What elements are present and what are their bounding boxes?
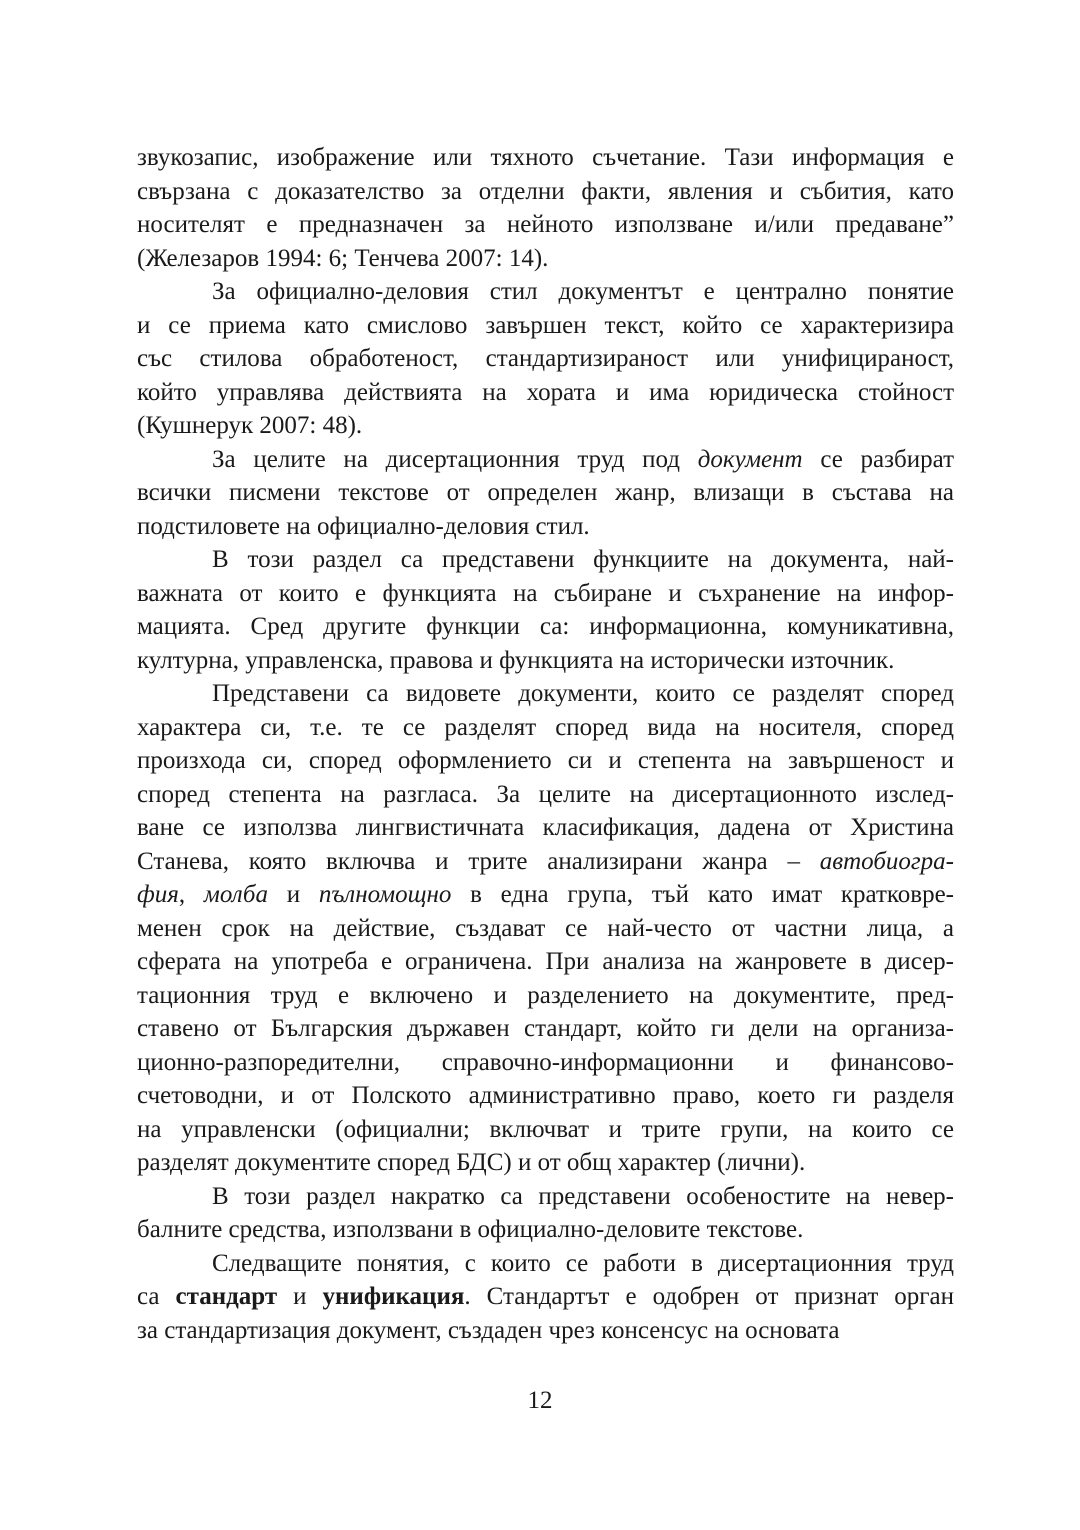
text-line bbox=[137, 1046, 954, 1080]
text-segment: носителят е предназначен за нейното използване и/или предаване” bbox=[137, 211, 954, 238]
text-line bbox=[137, 677, 954, 711]
text-line bbox=[137, 543, 954, 577]
text-segment: се разбират bbox=[802, 445, 955, 473]
text-line bbox=[137, 1113, 954, 1147]
text-segment: Следващите понятия, с които се работи в дисертационния труд bbox=[212, 1249, 954, 1277]
text-segment: важната от които е функцията на събиране и съхранение на инфор- bbox=[137, 579, 954, 607]
text-line bbox=[137, 878, 954, 912]
text-line bbox=[137, 1247, 954, 1281]
text-segment: Станева, която включва и трите анализирани жанра – bbox=[137, 847, 820, 875]
text-segment: на управленски (официални; включват и трите групи, на които се bbox=[137, 1115, 954, 1143]
text-line bbox=[137, 577, 954, 611]
text-segment: (Кушнерук 2007: 48). bbox=[137, 412, 363, 439]
text-line bbox=[137, 1079, 954, 1113]
text-line bbox=[137, 711, 954, 745]
text-segment: ване се използва лингвистичната класификация, дадена от Христина bbox=[137, 814, 954, 841]
body-text bbox=[137, 141, 954, 1347]
text-segment: подстиловете на официално-деловия стил. bbox=[137, 512, 590, 540]
text-line bbox=[137, 610, 954, 644]
text-line bbox=[137, 1280, 954, 1314]
bold-term: унификация bbox=[322, 1283, 465, 1310]
text-line bbox=[137, 1213, 954, 1247]
text-segment: . Стандартът е одобрен от признат орган bbox=[464, 1283, 954, 1310]
text-line bbox=[137, 1012, 954, 1046]
text-segment: За целите на дисертационния труд под bbox=[212, 445, 698, 473]
italic-term: пълномощно bbox=[318, 881, 452, 908]
text-line bbox=[137, 443, 954, 477]
text-segment: тационния труд е включено и разделението на документите, пред- bbox=[137, 981, 954, 1009]
text-segment: Представени са видовете документи, които се разделят според bbox=[212, 680, 954, 707]
italic-term: документ bbox=[697, 445, 803, 473]
text-segment: всички писмени текстове от определен жанр, влизащи в състава на bbox=[137, 479, 954, 506]
text-segment: мацията. Сред другите функции са: информационна, комуникативна, bbox=[137, 613, 954, 640]
text-line bbox=[137, 510, 954, 544]
text-segment: ставено от Българския държавен стандарт, който ги дели на организа- bbox=[137, 1015, 954, 1042]
text-line bbox=[137, 208, 954, 242]
text-line bbox=[137, 979, 954, 1013]
paragraph bbox=[137, 543, 954, 677]
text-segment: ционно-разпоредителни, справочно-информационни и финансово- bbox=[137, 1048, 954, 1076]
italic-term: автобиогра- bbox=[819, 847, 954, 875]
italic-term: фия bbox=[137, 881, 179, 908]
text-segment: сферата на употреба е ограничена. При анализа на жанровете в дисер- bbox=[137, 948, 954, 975]
text-segment: балните средства, използвани в официално-деловите текстове. bbox=[137, 1216, 804, 1243]
text-segment: в една група, тъй като имат кратковре- bbox=[451, 881, 954, 908]
text-line bbox=[137, 778, 954, 812]
text-line bbox=[137, 342, 954, 376]
text-line bbox=[137, 275, 954, 309]
text-line bbox=[137, 242, 954, 276]
text-line bbox=[137, 1146, 954, 1180]
text-segment: и bbox=[277, 1283, 323, 1310]
text-segment: счетоводни, и от Полското административно право, което ги разделя bbox=[137, 1082, 954, 1109]
text-line bbox=[137, 1314, 954, 1348]
text-segment: (Железаров 1994: 6; Тенчева 2007: 14). bbox=[137, 244, 549, 272]
text-segment: В този раздел накратко са представени особеностите на невер- bbox=[212, 1182, 954, 1210]
text-segment: са bbox=[137, 1283, 176, 1310]
paragraph bbox=[137, 1247, 954, 1348]
italic-term: молба bbox=[203, 881, 268, 908]
text-line bbox=[137, 644, 954, 678]
text-line bbox=[137, 309, 954, 343]
paragraph bbox=[137, 275, 954, 443]
text-line bbox=[137, 141, 954, 175]
text-line bbox=[137, 376, 954, 410]
text-segment: и bbox=[267, 881, 319, 908]
text-line bbox=[137, 476, 954, 510]
page-number: 12 bbox=[527, 1387, 553, 1414]
text-segment: произхода си, според оформлението си и степента на завършеност и bbox=[137, 747, 954, 774]
text-segment: менен срок на действие, създават се най-често от частни лица, а bbox=[137, 914, 954, 942]
bold-term: стандарт bbox=[175, 1283, 278, 1310]
paragraph bbox=[137, 443, 954, 544]
text-line bbox=[137, 744, 954, 778]
text-segment: , bbox=[178, 881, 204, 908]
paragraph bbox=[137, 1180, 954, 1247]
text-segment: звукозапис, изображение или тяхното съчетание. Тази информация е bbox=[137, 144, 954, 171]
paragraph bbox=[137, 141, 954, 275]
text-segment: и се приема като смислово завършен текст, който се характеризира bbox=[137, 311, 954, 339]
text-line bbox=[137, 811, 954, 845]
paragraph bbox=[137, 677, 954, 1180]
text-segment: за стандартизация документ, създаден чрез консенсус на основата bbox=[137, 1316, 840, 1344]
text-segment: характера си, т.е. те се разделят според вида на носителя, според bbox=[137, 713, 954, 741]
text-segment: културна, управленска, правова и функцията на исторически източник. bbox=[137, 646, 895, 674]
text-line bbox=[137, 912, 954, 946]
text-line bbox=[137, 845, 954, 879]
text-segment: със стилова обработеност, стандартизираност или унифицираност, bbox=[137, 345, 954, 372]
text-segment: За официално-деловия стил документът е централно понятие bbox=[212, 278, 954, 305]
text-line bbox=[137, 945, 954, 979]
text-line bbox=[137, 1180, 954, 1214]
text-segment: В този раздел са представени функциите на документа, най- bbox=[212, 546, 954, 573]
text-segment: според степента на разгласа. За целите на дисертационното изслед- bbox=[137, 780, 954, 808]
text-segment: който управлява действията на хората и има юридическа стойност bbox=[137, 378, 954, 406]
text-segment: свързана с доказателство за отделни факти, явления и събития, като bbox=[137, 177, 954, 205]
text-segment: разделят документите според БДС) и от общ характер (лични). bbox=[137, 1149, 806, 1176]
text-line bbox=[137, 409, 954, 443]
text-line bbox=[137, 175, 954, 209]
